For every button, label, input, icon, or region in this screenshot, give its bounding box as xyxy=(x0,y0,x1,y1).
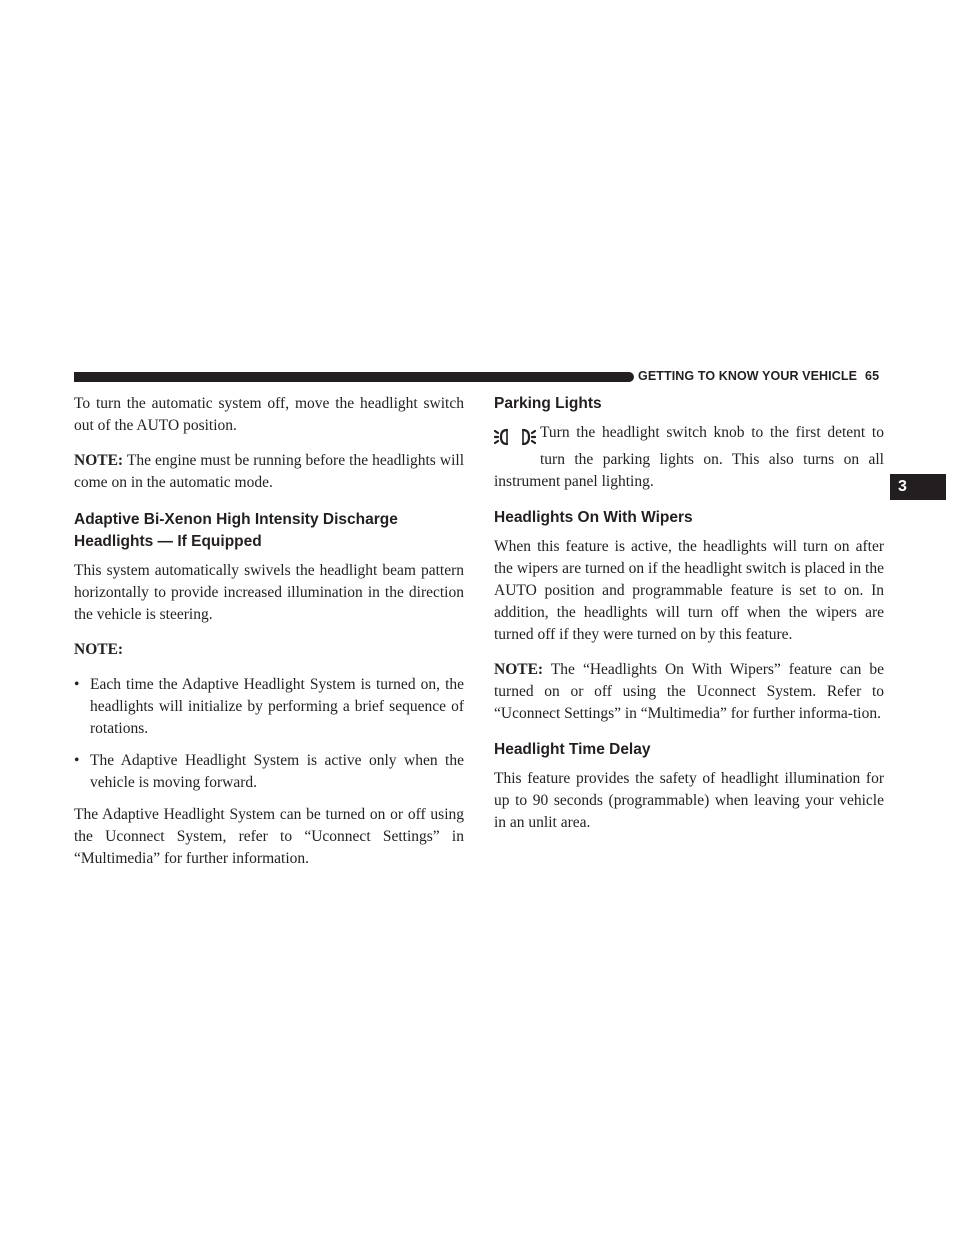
paragraph-headlights-wipers: When this feature is active, the headlights will turn on after the wipers are turned on if the headlight switch is placed in the AUTO position and programmable feature is set to on. In addition, the headlights will turn off when the wipers are turned off if they were turned on by this feature. xyxy=(494,538,884,643)
note-text: The engine must be running before the headlights will come on in the automatic mode. xyxy=(74,452,464,491)
heading-time-delay: Headlight Time Delay xyxy=(494,741,651,758)
heading-parking-lights: Parking Lights xyxy=(494,395,602,412)
heading-headlights-wipers: Headlights On With Wipers xyxy=(494,509,693,526)
note-adaptive-label: NOTE: xyxy=(74,641,124,658)
adaptive-bullet-list xyxy=(74,674,464,794)
note-headlights-wipers xyxy=(494,659,884,725)
list-item: • The Adaptive Headlight System is active only when the vehicle is moving forward. xyxy=(74,752,464,791)
left-column xyxy=(74,393,464,883)
page-number: 65 xyxy=(865,369,880,383)
heading-adaptive-headlights: Adaptive Bi-Xenon High Intensity Discharge Headlights — If Equipped xyxy=(74,511,398,550)
paragraph-time-delay: This feature provides the safety of headlight illumination for up to 90 seconds (programmable) when leaving your vehicle in an unlit area. xyxy=(494,770,884,831)
note-label: NOTE: xyxy=(494,661,544,678)
parking-lights-icon xyxy=(494,425,536,449)
paragraph-adaptive: This system automatically swivels the headlight beam pattern horizontally to provide increased illumination in the direction the vehicle is steering. xyxy=(74,562,464,623)
right-column xyxy=(494,393,884,847)
note-engine-running xyxy=(74,450,464,494)
paragraph-parking-lights: Turn the headlight switch knob to the first detent to turn the parking lights on. This also turns on all instrument panel lighting. xyxy=(494,424,884,490)
paragraph-auto-off: To turn the automatic system off, move the headlight switch out of the AUTO position. xyxy=(74,395,464,434)
note-text: The “Headlights On With Wipers” feature can be turned on or off using the Uconnect System. Refer to “Uconnect Settings” in “Multimedia” for further informa-tion. xyxy=(494,661,884,722)
header-rule xyxy=(74,372,634,382)
paragraph-adaptive-uconnect: The Adaptive Headlight System can be turned on or off using the Uconnect System, refer to “Uconnect Settings” in “Multimedia” for further information. xyxy=(74,806,464,867)
list-item: • Each time the Adaptive Headlight System is turned on, the headlights will initialize by performing a brief sequence of rotations. xyxy=(74,676,464,737)
section-title: GETTING TO KNOW YOUR VEHICLE xyxy=(638,369,858,383)
note-label: NOTE: xyxy=(74,452,124,469)
chapter-tab: 3 xyxy=(890,474,946,500)
running-header xyxy=(638,369,879,383)
